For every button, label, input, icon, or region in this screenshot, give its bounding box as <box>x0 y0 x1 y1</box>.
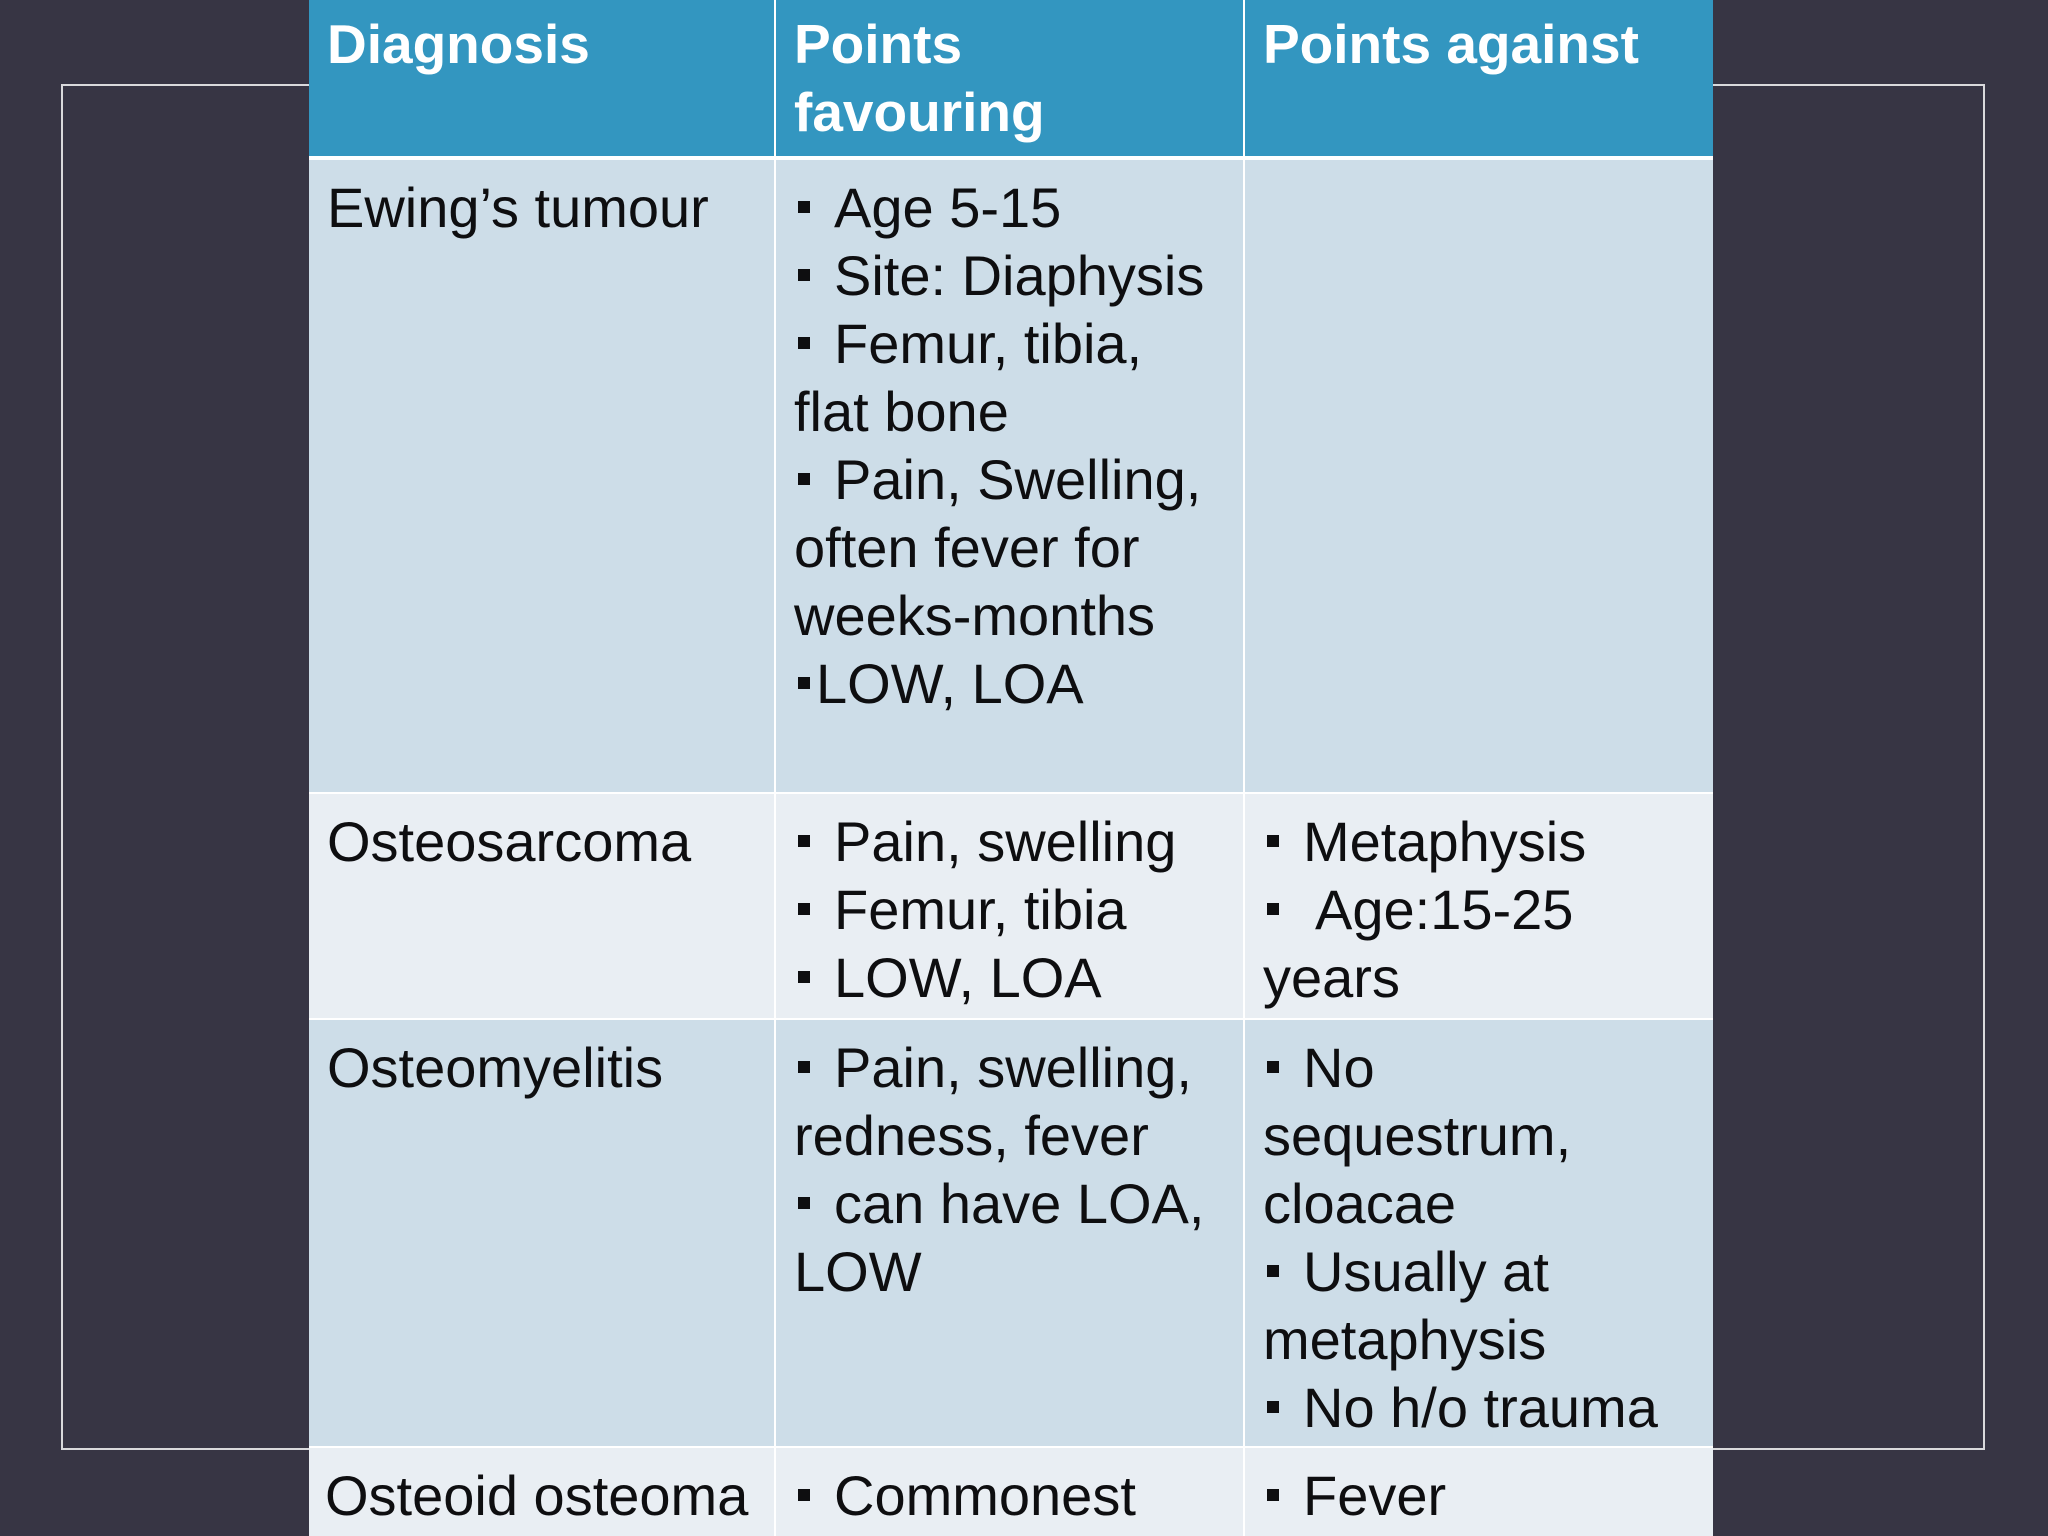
diagnosis-cell <box>309 160 774 792</box>
list-item-continuation: cloacae <box>1263 1172 1457 1235</box>
diagnosis-cell <box>309 794 774 1018</box>
favouring-cell <box>776 794 1243 1018</box>
header-points-against: Points against <box>1245 0 1713 156</box>
list-item-continuation: flat bone <box>794 380 1009 443</box>
list-item: No h/o trauma <box>1263 1374 1697 1442</box>
list-item: Metaphysis <box>1263 808 1697 876</box>
list-item-continuation: years <box>1263 946 1400 1009</box>
square-bullet-icon <box>798 971 810 983</box>
square-bullet-icon <box>798 677 810 689</box>
square-bullet-icon <box>1267 1061 1279 1073</box>
table-row <box>309 160 1713 792</box>
diagnosis-name: Ewing’s tumour <box>327 176 709 239</box>
against-cell <box>1245 1020 1713 1446</box>
list-item: Femur, tibia, <box>794 310 1227 378</box>
square-bullet-icon <box>798 201 810 213</box>
diagnosis-name: Osteomyelitis <box>327 1036 664 1099</box>
list-item: can have LOA, <box>794 1170 1227 1238</box>
square-bullet-icon <box>798 1197 810 1209</box>
square-bullet-icon <box>798 1489 810 1501</box>
list-item-continuation: metaphysis <box>1263 1308 1547 1371</box>
table-row <box>309 794 1713 1018</box>
list-item: LOW, LOA <box>794 944 1227 1012</box>
diagnosis-cell <box>309 1020 774 1446</box>
list-item: Age 5-15 <box>794 174 1227 242</box>
square-bullet-icon <box>1267 1401 1279 1413</box>
square-bullet-icon <box>798 835 810 847</box>
list-item: Pain, swelling, <box>794 1034 1227 1102</box>
square-bullet-icon <box>798 1061 810 1073</box>
list-item: Fever <box>1263 1462 1697 1530</box>
square-bullet-icon <box>798 337 810 349</box>
header-diagnosis: Diagnosis <box>309 0 774 156</box>
diagnosis-name: Osteoid osteoma <box>325 1464 749 1527</box>
table-header-row <box>309 0 1713 156</box>
table-row <box>309 1448 1713 1536</box>
square-bullet-icon <box>1267 835 1279 847</box>
favouring-cell <box>776 160 1243 792</box>
list-item: Commonest <box>794 1462 1227 1530</box>
against-cell <box>1245 794 1713 1018</box>
list-item-continuation: redness, fever <box>794 1104 1149 1167</box>
square-bullet-icon <box>798 473 810 485</box>
list-item: Pain, swelling <box>794 808 1227 876</box>
diagnosis-cell <box>309 1448 774 1536</box>
list-item: Femur, tibia <box>794 876 1227 944</box>
list-item: Age:15-25 <box>1263 876 1697 944</box>
list-item-continuation: often fever for <box>794 516 1140 579</box>
comparison-table <box>309 0 1713 1536</box>
square-bullet-icon <box>798 269 810 281</box>
favouring-cell <box>776 1448 1243 1536</box>
square-bullet-icon <box>1267 903 1279 915</box>
against-cell <box>1245 160 1713 792</box>
list-item: No <box>1263 1034 1697 1102</box>
list-item-continuation: sequestrum, <box>1263 1104 1572 1167</box>
square-bullet-icon <box>1267 1265 1279 1277</box>
table-row <box>309 1020 1713 1446</box>
square-bullet-icon <box>1267 1489 1279 1501</box>
list-item-continuation: weeks-months <box>794 584 1156 647</box>
list-item-continuation: LOW <box>794 1240 922 1303</box>
diagnosis-name: Osteosarcoma <box>327 810 692 873</box>
favouring-cell <box>776 1020 1243 1446</box>
list-item: LOW, LOA <box>794 650 1227 718</box>
list-item: Pain, Swelling, <box>794 446 1227 514</box>
list-item: Usually at <box>1263 1238 1697 1306</box>
square-bullet-icon <box>798 903 810 915</box>
header-points-favouring: Points favouring <box>776 0 1243 156</box>
list-item: Site: Diaphysis <box>794 242 1227 310</box>
against-cell <box>1245 1448 1713 1536</box>
